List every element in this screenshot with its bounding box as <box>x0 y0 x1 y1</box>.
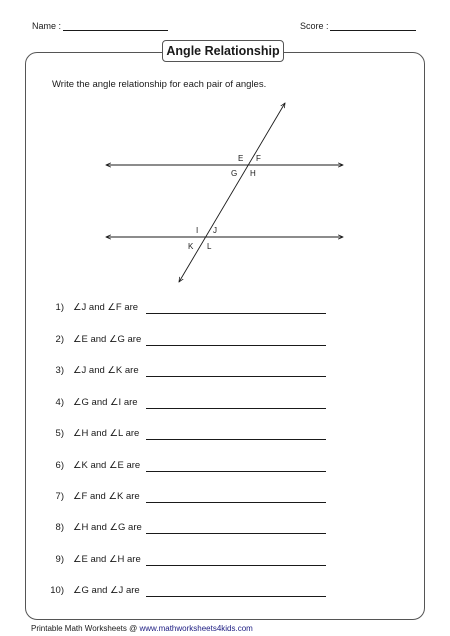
question-number: 8) <box>55 522 64 533</box>
footer-site-link[interactable]: www.mathworksheets4kids.com <box>139 624 253 633</box>
question-text: ∠G and ∠I are <box>73 397 138 408</box>
question-text: ∠J and ∠K are <box>73 365 139 376</box>
question-row <box>44 585 334 599</box>
question-text: ∠J and ∠F are <box>73 302 139 313</box>
question-text: ∠G and ∠J are <box>73 585 140 596</box>
question-number: 10) <box>50 585 64 596</box>
question-text: ∠F and ∠K are <box>73 491 140 502</box>
question-number: 1) <box>55 302 64 313</box>
question-number: 2) <box>55 334 64 345</box>
answer-line[interactable] <box>146 313 326 314</box>
angle-label-g: G <box>231 169 238 178</box>
answer-line[interactable] <box>146 565 326 566</box>
angle-label-i: I <box>196 226 199 235</box>
question-row <box>44 491 334 505</box>
answer-line[interactable] <box>146 596 326 597</box>
question-row <box>44 522 334 536</box>
angle-label-j: J <box>213 226 217 235</box>
angle-label-l: L <box>207 242 212 251</box>
question-row <box>44 460 334 474</box>
answer-line[interactable] <box>146 376 326 377</box>
question-text: ∠E and ∠G are <box>73 334 142 345</box>
footer-credit <box>31 624 253 633</box>
question-row <box>44 334 334 348</box>
answer-line[interactable] <box>146 345 326 346</box>
question-text: ∠E and ∠H are <box>73 554 141 565</box>
question-number: 9) <box>55 554 64 565</box>
angle-label-h: H <box>250 169 256 178</box>
angle-label-k: K <box>188 242 194 251</box>
question-number: 5) <box>55 428 64 439</box>
angle-label-f: F <box>256 154 261 163</box>
answer-line[interactable] <box>146 533 326 534</box>
question-row <box>44 397 334 411</box>
answer-line[interactable] <box>146 439 326 440</box>
transversal-line <box>179 103 285 282</box>
question-text: ∠H and ∠G are <box>73 522 142 533</box>
question-row <box>44 428 334 442</box>
angle-label-e: E <box>238 154 244 163</box>
score-label: Score : <box>300 21 329 31</box>
question-text: ∠K and ∠E are <box>73 460 141 471</box>
question-row <box>44 302 334 316</box>
question-text: ∠H and ∠L are <box>73 428 140 439</box>
question-row <box>44 365 334 379</box>
answer-line[interactable] <box>146 408 326 409</box>
name-label: Name : <box>32 21 62 31</box>
answer-line[interactable] <box>146 471 326 472</box>
question-number: 6) <box>55 460 64 471</box>
answer-line[interactable] <box>146 502 326 503</box>
question-number: 3) <box>55 365 64 376</box>
instructions-text: Write the angle relationship for each pair of angles. <box>52 79 267 90</box>
footer-prefix: Printable Math Worksheets @ <box>31 624 140 633</box>
question-number: 4) <box>55 397 64 408</box>
question-number: 7) <box>55 491 64 502</box>
worksheet-title: Angle Relationship <box>162 40 284 62</box>
question-row <box>44 554 334 568</box>
